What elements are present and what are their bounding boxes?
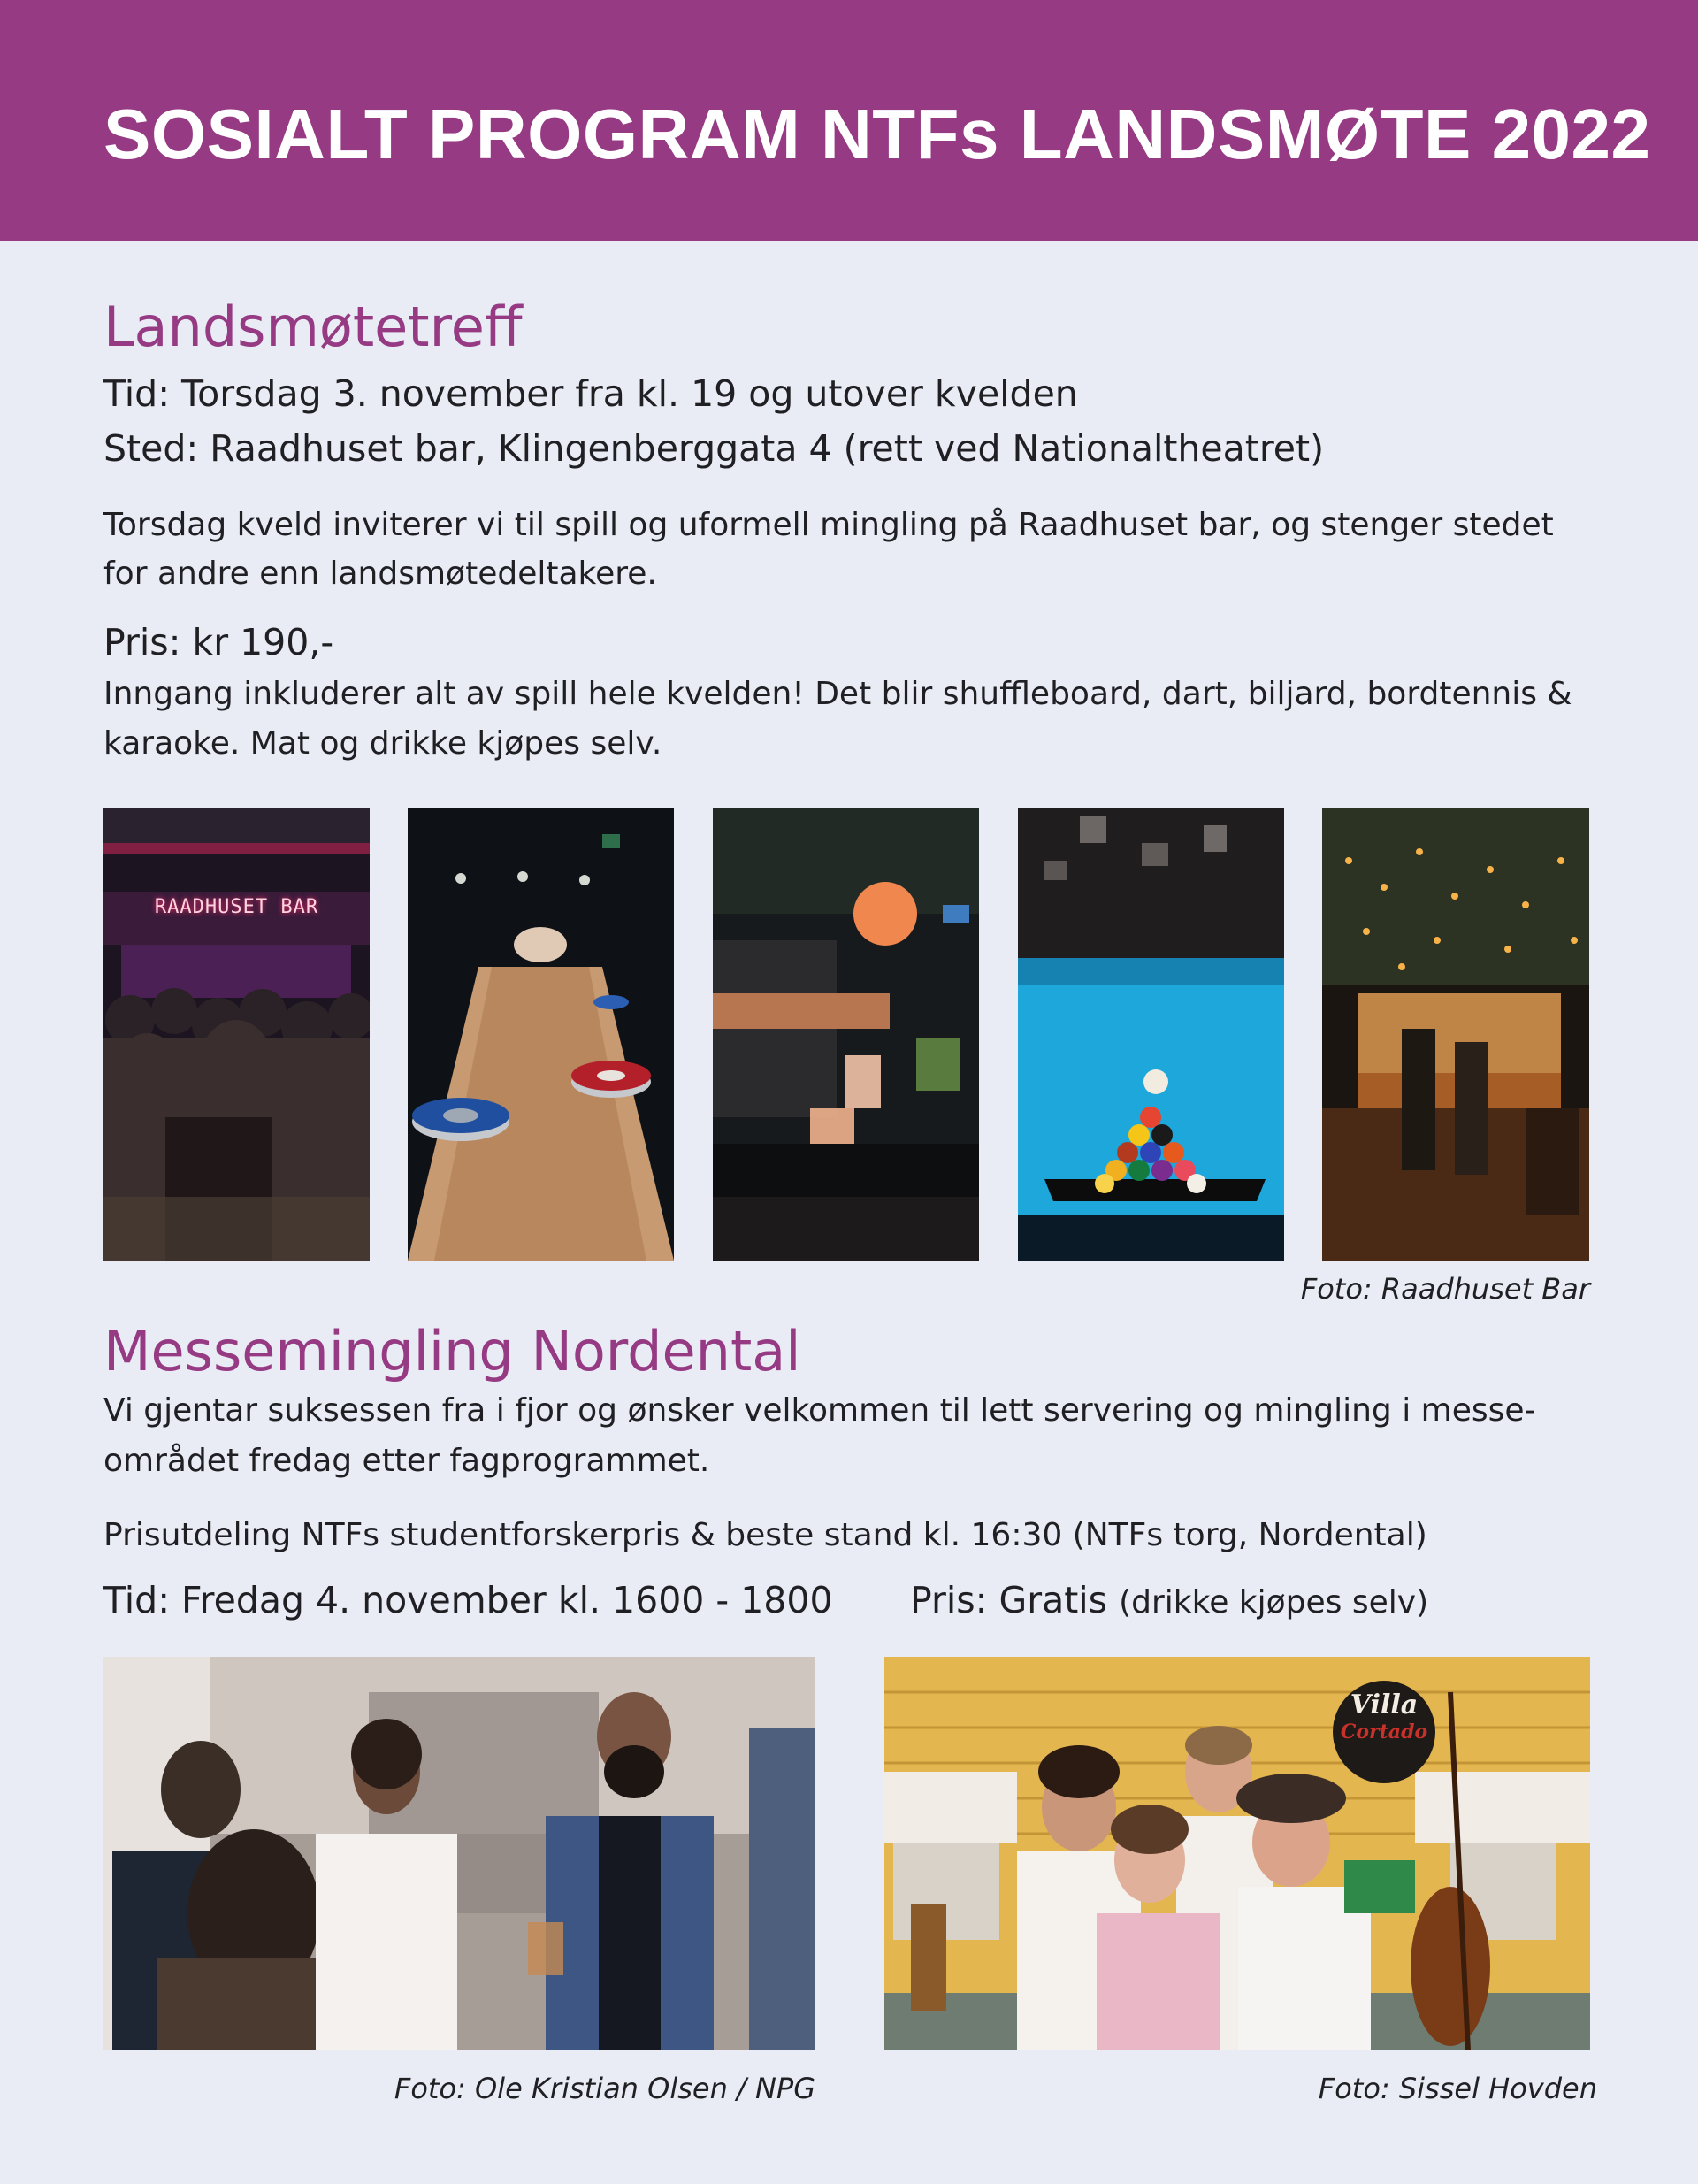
photo-bar-interior [1322, 808, 1589, 1261]
section-title-messemingling: Messemingling Nordental [103, 1319, 801, 1383]
event-price: Pris: kr 190,- [103, 621, 334, 663]
event-description-line: for andre enn landsmøtedeltakere. [103, 556, 657, 592]
mingling-price [910, 1573, 1428, 1630]
photo-credit-raadhuset: Foto: Raadhuset Bar [1300, 1272, 1590, 1306]
section-title-landsmotetreff: Landsmøtetreff [103, 295, 523, 359]
event-includes-line: Inngang inkluderer alt av spill hele kvelden! Det blir shuffleboard, dart, biljard, bordtennis & [103, 676, 1572, 712]
photo-bar-cocktails [713, 808, 979, 1261]
page-title: SOSIALT PROGRAM NTFs LANDSMØTE 2022 [103, 95, 1651, 173]
event-includes-line: karaoke. Mat og drikke kjøpes selv. [103, 725, 662, 762]
event-time: Tid: Torsdag 3. november fra kl. 19 og utover kvelden [103, 372, 1078, 415]
photo-credit-hovden: Foto: Sissel Hovden [1318, 2072, 1597, 2105]
villa-cortado-logo [1333, 1692, 1435, 1742]
logo-word-cortado: Cortado [1340, 1720, 1428, 1743]
photo-billiard-table [1018, 808, 1284, 1261]
mingling-price-label: Pris: Gratis [910, 1579, 1108, 1621]
event-description-line: Torsdag kveld inviterer vi til spill og uformell mingling på Raadhuset bar, og stenger stedet [103, 507, 1554, 543]
neon-sign: RAADHUSET BAR [154, 896, 319, 918]
mingling-description-line: Vi gjentar suksessen fra i fjor og ønsker velkommen til lett servering og mingling i messe- [103, 1392, 1536, 1429]
award-info: Prisutdeling NTFs studentforskerpris & beste stand kl. 16:30 (NTFs torg, Nordental) [103, 1517, 1427, 1553]
mingling-description-line: området fredag etter fagprogrammet. [103, 1443, 710, 1479]
page-header [0, 0, 1698, 241]
photo-raadhuset-entrance [103, 808, 370, 1261]
photo-shuffleboard [408, 808, 674, 1261]
photo-credit-npg: Foto: Ole Kristian Olsen / NPG [394, 2072, 815, 2105]
mingling-price-note: (drikke kjøpes selv) [1119, 1584, 1429, 1621]
photo-villa-cortado-band [884, 1657, 1590, 2050]
logo-word-villa: Villa [1350, 1690, 1419, 1720]
photo-trade-fair-mingling [103, 1657, 815, 2050]
event-place: Sted: Raadhuset bar, Klingenberggata 4 (rett ved Nationaltheatret) [103, 427, 1325, 470]
mingling-time: Tid: Fredag 4. november kl. 1600 - 1800 [103, 1579, 833, 1621]
